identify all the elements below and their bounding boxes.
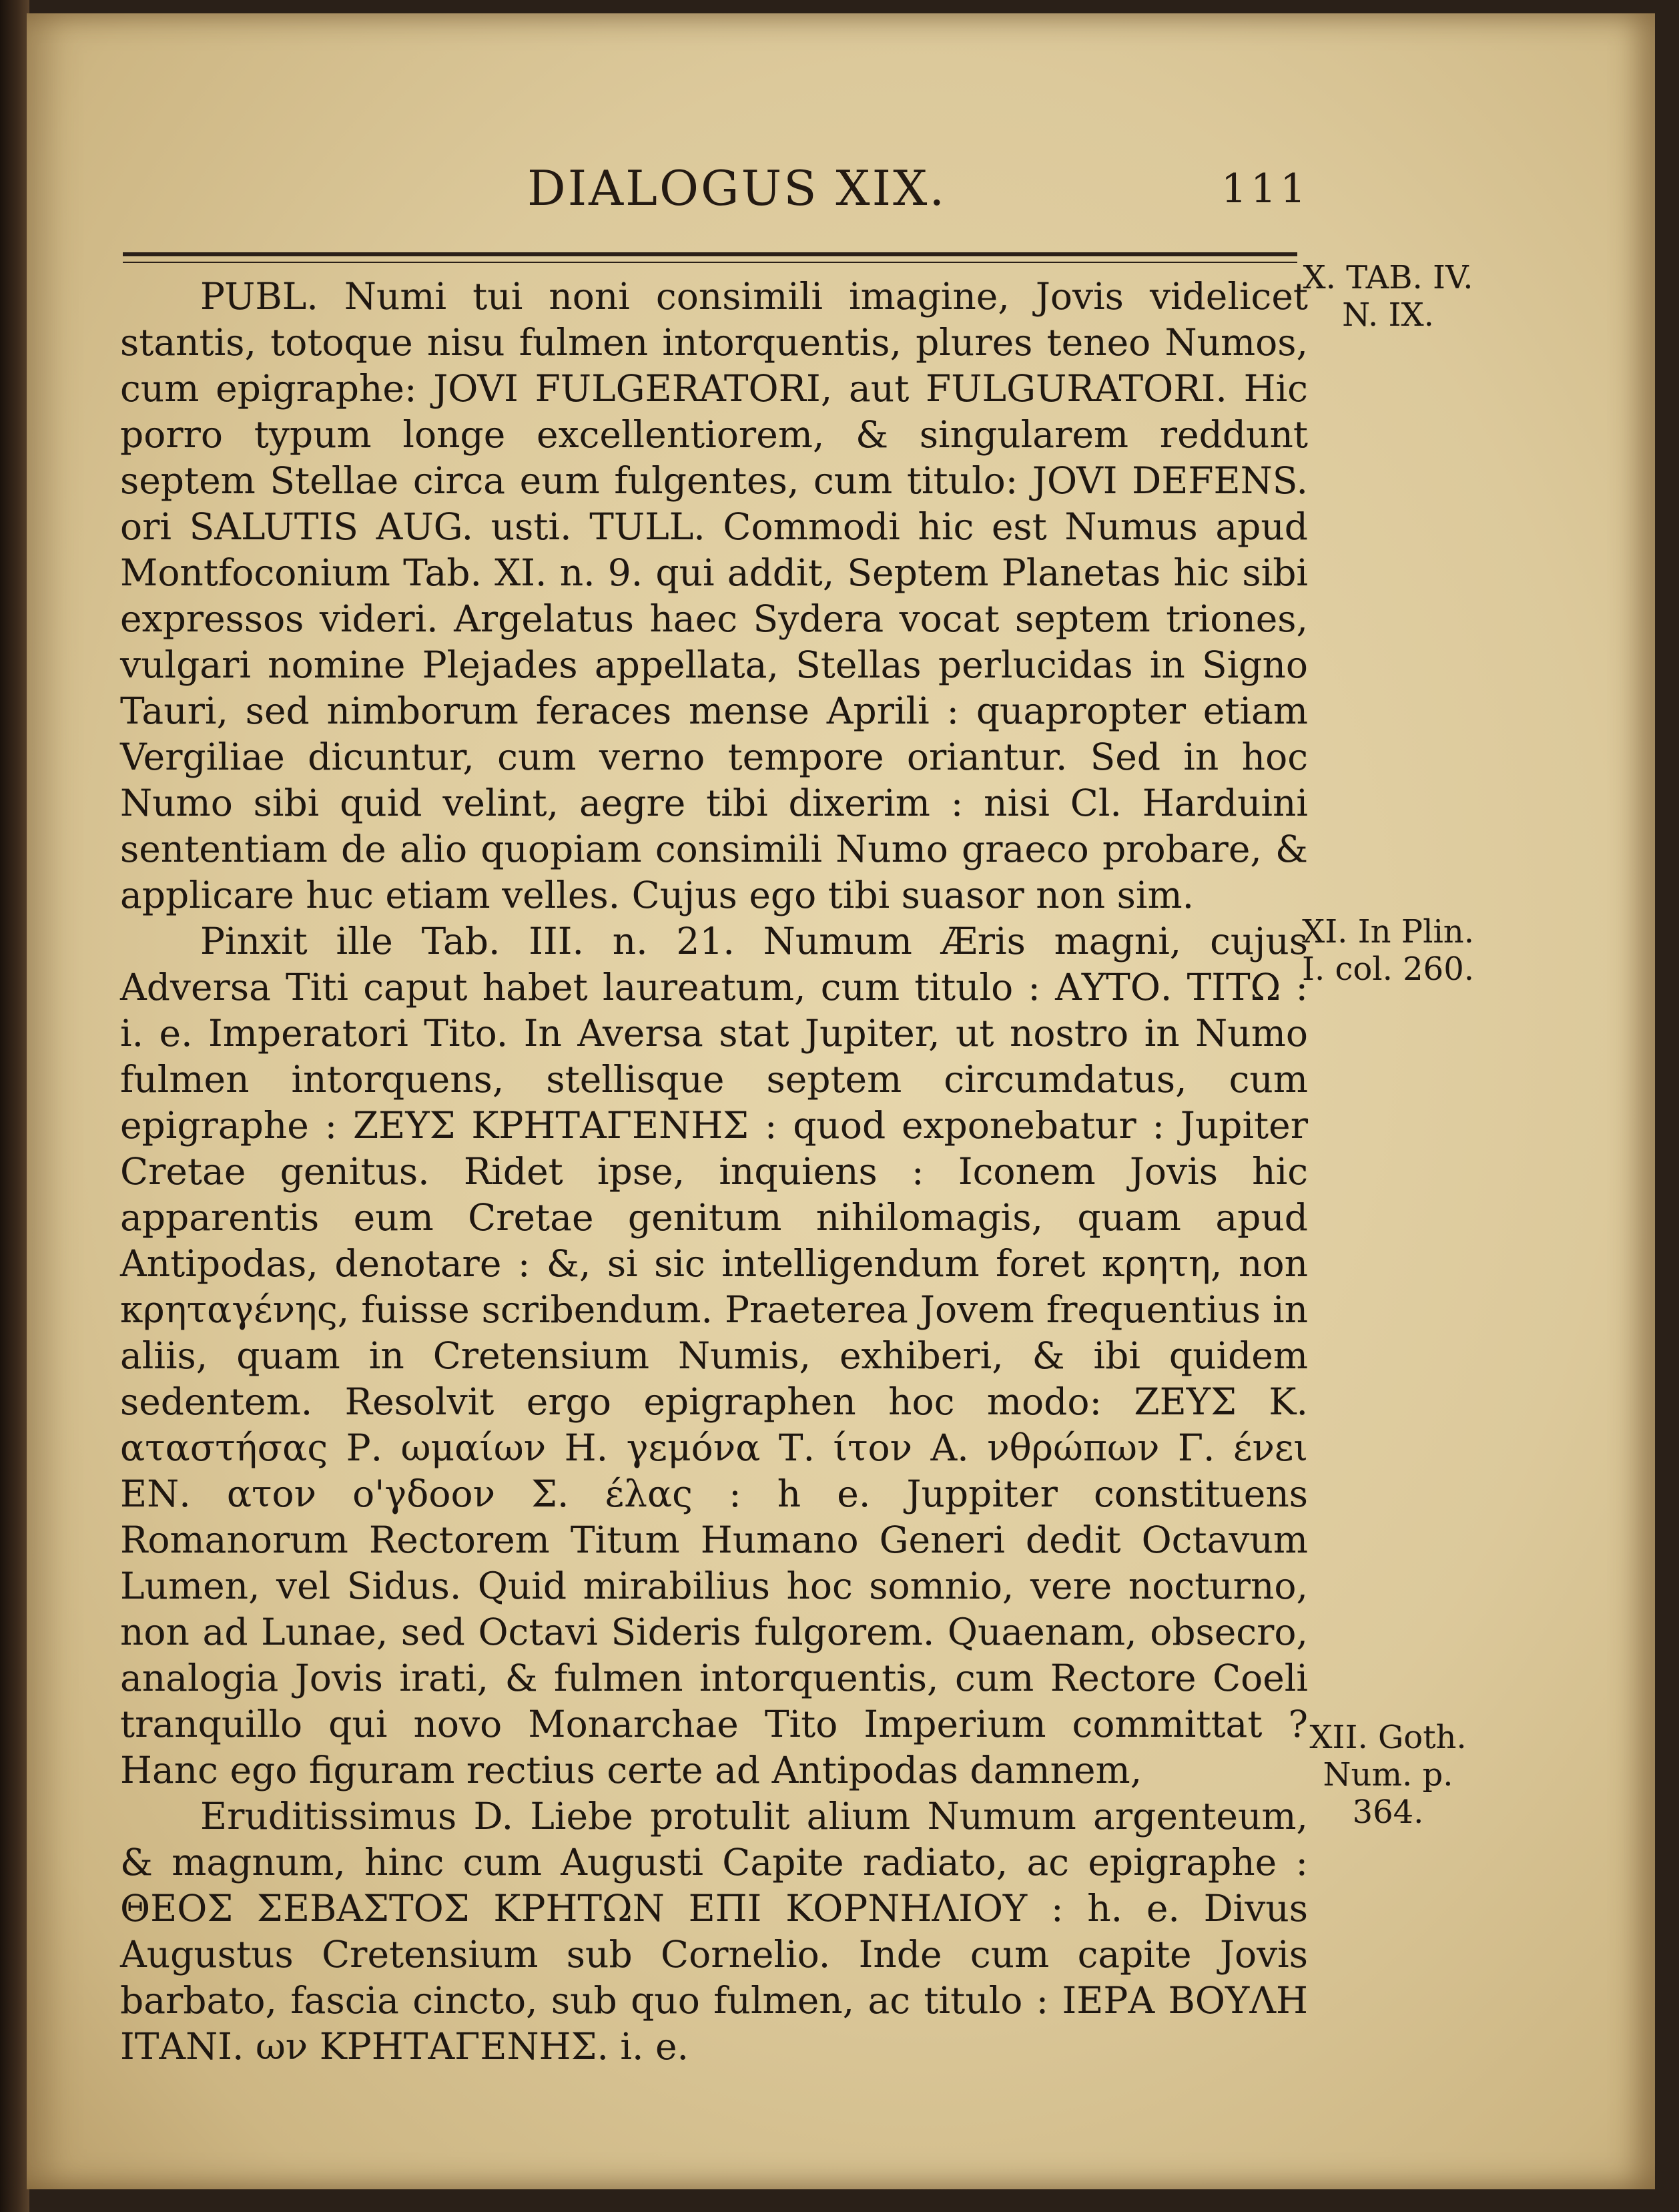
header-rule bbox=[123, 252, 1297, 256]
book-spine bbox=[0, 0, 29, 2212]
paragraph-2: Pinxit ille Tab. III. n. 21. Numum Æris magni, cujus Adversa Titi caput habet laureatum, cum titulo : ΑΥΤΟ. ΤΙΤΩ : i. e. Imperatori Tito. In Aversa stat Jupiter, ut nostro in Numo fulmen intorquens, stellisque septem circumdatus, cum epigraphe : ΖΕΥΣ ΚΡΗΤΑΓΕΝΗΣ : quod exponebatur : Jupiter Cretae genitus. Ridet ipse, inquiens : Iconem Jovis hic apparentis eum Cretae genitum nihilomagis, quam apud Antipodas, denotare : &, si sic intelligendum foret κρητη, non κρηταγένης, fuisse scribendum. Praeterea Jovem frequentius in aliis, quam in Cretensium Numis, exhiberi, & ibi quidem sedentem. Resolvit ergo epigraphen hoc modo: ΖΕΥΣ Κ. αταστήσας Ρ. ωμαίων Η. γεμόνα Τ. ίτον Α. νθρώπων Γ. ένει ΕΝ. ατον ο'γδοον Σ. έλας : h e. Juppiter constituens Romanorum Rectorem Titum Humano Generi dedit Octavum Lumen, vel Sidus. Quid mirabilius hoc somnio, vere nocturno, non ad Lunae, sed Octavi Sideris fulgorem. Quaenam, obsecro, analogia Jovis irati, & fulmen intorquentis, cum Rectore Coeli tranquillo qui novo Monarchae Tito Imperium committat ? Hanc ego figuram rectius certe ad Antipodas damnem, bbox=[120, 920, 1308, 1791]
paragraph-1: PUBL. Numi tui noni consimili imagine, Jovis videlicet stantis, totoque nisu fulmen intorquentis, plures teneo Numos, cum epigraphe: JOVI FULGERATORI, aut FULGURATORI. Hic porro typum longe excellentiorem, & singularem reddunt septem Stellae circa eum fulgentes, cum titulo: JOVI DEFENS. ori SALUTIS AUG. usti. TULL. Commodi hic est Numus apud Montfoconium Tab. XI. n. 9. qui addit, Septem Planetas hic sibi expressos videri. Argelatus haec Sydera vocat septem triones, vulgari nomine Plejades appellata, Stellas perlucidas in Signo Tauri, sed nimborum feraces mense Aprili : quapropter etiam Vergiliae dicuntur, cum verno tempore oriantur. Sed in hoc Numo sibi quid velint, aegre tibi dixerim : nisi Cl. Harduini sententiam de alio quopiam consimili Numo graeco probare, & applicare huc etiam velles. Cujus ego tibi suasor non sim. bbox=[120, 275, 1308, 916]
page-number: 111 bbox=[1221, 166, 1310, 212]
page-title: DIALOGUS XIX. bbox=[527, 160, 947, 216]
margin-note-2: XI. In Plin. I. col. 260. bbox=[1302, 913, 1474, 988]
margin-note-3: XII. Goth. Num. p. 364. bbox=[1309, 1719, 1467, 1831]
body-text bbox=[120, 274, 1308, 2070]
paragraph-3: Eruditissimus D. Liebe protulit alium Numum argenteum, & magnum, hinc cum Augusti Capite radiato, ac epigraphe : ΘΕΟΣ ΣΕΒΑΣΤΟΣ ΚΡΗΤΩΝ ΕΠΙ ΚΟΡΝΗΛΙΟΥ : h. e. Divus Augustus Cretensium sub Cornelio. Inde cum capite Jovis barbato, fascia cincto, sub quo fulmen, ac titulo : ΙΕΡΑ ΒΟΥΛΗ ΙΤΑΝΙ. ων ΚΡΗΤΑΓΕΝΗΣ. i. e. bbox=[120, 1795, 1308, 2068]
margin-note-1: X. TAB. IV. N. IX. bbox=[1303, 259, 1473, 334]
header-rule-thin bbox=[123, 262, 1297, 263]
